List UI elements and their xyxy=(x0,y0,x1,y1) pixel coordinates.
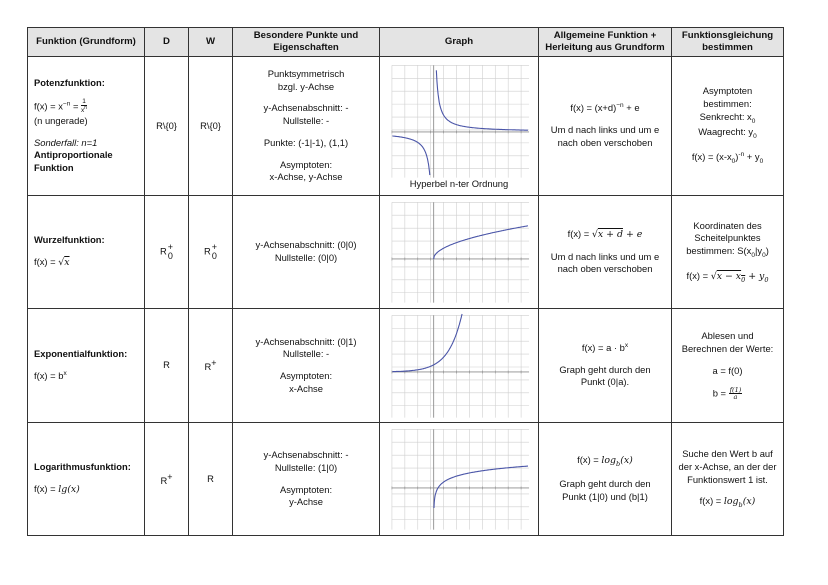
header-row xyxy=(28,28,784,57)
equation-a: a = f(0) xyxy=(712,364,743,376)
property-line: x-Achse xyxy=(289,382,323,394)
property-line: y-Achsenabschnitt: - xyxy=(263,102,349,114)
function-formula: $f(x) = x^{-n}$ = $\frac{1}{x^n}$ xyxy=(34,97,88,115)
grid-lines xyxy=(392,65,529,177)
property-line: Nullstelle: (1|0) xyxy=(274,461,338,473)
sqrt-graph xyxy=(380,197,538,307)
domain-cell: R+ xyxy=(145,423,189,536)
equation-senkrecht: Senkrecht: $x_0$ xyxy=(699,110,756,125)
graph-caption: Hyperbel n-ter Ordnung xyxy=(409,177,509,189)
general-text: Um d nach links und um e xyxy=(550,124,660,136)
function-curve xyxy=(434,466,528,508)
general-formula: $f(x) = (x+d)^{-n} + e$ xyxy=(570,102,640,114)
function-name-cell xyxy=(28,196,145,309)
graph-cell xyxy=(380,423,539,536)
equation-cell xyxy=(672,309,784,423)
property-line: Punktsymmetrisch xyxy=(267,68,345,80)
graph-cell xyxy=(380,309,539,423)
general-formula: f(x) = √x + d + e xyxy=(567,227,643,240)
property-line: Nullstelle: - xyxy=(282,348,330,360)
property-line: Asymptoten: xyxy=(279,158,333,170)
property-line: Asymptoten: xyxy=(279,483,333,495)
function-curve xyxy=(392,314,462,372)
header-allgemein: Allgemeine Funktion + Herleitung aus Grundform xyxy=(539,28,672,57)
general-text: Punkt (1|0) und (b|1) xyxy=(562,490,648,502)
header-d: D xyxy=(145,28,189,57)
table-row xyxy=(28,196,784,309)
domain-cell: R + 0 xyxy=(145,196,189,309)
header-gleichung: Funktionsgleichung bestimmen xyxy=(672,28,784,57)
property-line: bzgl. y-Achse xyxy=(277,80,335,92)
domain-cell: R xyxy=(145,309,189,423)
general-formula: $f(x) = \log_b(x)$ xyxy=(577,454,633,469)
equation-cell xyxy=(672,196,784,309)
equation-text: der x-Achse, an der der xyxy=(678,460,777,472)
function-name-cell xyxy=(28,309,145,423)
sonderfall-name: Antiproportionale Funktion xyxy=(34,149,113,174)
general-text: Graph geht durch den xyxy=(559,478,651,490)
domain-cell: R\{0} xyxy=(145,57,189,196)
equation-b: b = $\frac{f(1)}{a}$ xyxy=(712,385,742,402)
property-line: Nullstelle: - xyxy=(282,115,330,127)
equation-text: Koordinaten des xyxy=(693,219,762,231)
grid-lines xyxy=(392,202,529,302)
general-text: Punkt (0|a). xyxy=(580,376,630,388)
equation-text: bestimmen: xyxy=(703,97,752,109)
sonderfall-label: Sonderfall: n=1 xyxy=(34,136,98,148)
general-text: nach oben verschoben xyxy=(557,136,653,148)
function-name: Potenzfunktion: xyxy=(34,77,105,89)
function-note: (n ungerade) xyxy=(34,115,88,127)
property-line: y-Achsenabschnitt: (0|1) xyxy=(255,335,357,347)
range-cell: R\{0} xyxy=(189,57,233,196)
graph-cell xyxy=(380,57,539,196)
property-line: y-Achsenabschnitt: (0|0) xyxy=(255,239,357,251)
general-formula: $f(x) = a \cdot b^x$ xyxy=(581,341,629,354)
equation-cell xyxy=(672,57,784,196)
range-cell: R+ xyxy=(189,309,233,423)
equation-waagrecht: Waagrecht: $y_0$ xyxy=(698,126,757,141)
function-name: Logarithmusfunktion: xyxy=(34,461,131,473)
range-cell: R + 0 xyxy=(189,196,233,309)
table-row xyxy=(28,57,784,196)
property-line: Asymptoten: xyxy=(279,370,333,381)
properties-cell xyxy=(233,57,380,196)
table-row xyxy=(28,423,784,536)
header-w: W xyxy=(189,28,233,57)
graph-cell xyxy=(380,196,539,309)
general-text: nach oben verschoben xyxy=(557,263,653,275)
equation-formula: $f(x) = (x-x_0)^{-n} + y_0$ xyxy=(691,150,764,165)
general-function-cell xyxy=(539,309,672,423)
equation-scheitel: bestimmen: $S(x_0|y_0)$ xyxy=(686,245,769,259)
function-formula: $f(x) = b^x$ xyxy=(34,369,67,382)
equation-text: Asymptoten xyxy=(702,85,753,97)
property-line: Punkte: (-1|-1), (1,1) xyxy=(263,136,349,148)
property-line: x-Achse, y-Achse xyxy=(269,171,343,183)
property-line: y-Achse xyxy=(289,496,323,508)
header-funktion: Funktion (Grundform) xyxy=(28,28,145,57)
property-line: Nullstelle: (0|0) xyxy=(274,252,338,263)
function-name-cell xyxy=(28,423,145,536)
properties-cell xyxy=(233,423,380,536)
logarithm-graph xyxy=(380,424,538,534)
general-function-cell xyxy=(539,196,672,309)
function-name: Wurzelfunktion: xyxy=(34,234,105,246)
property-line: y-Achsenabschnitt: - xyxy=(263,449,349,461)
function-formula: f(x) = √x xyxy=(34,256,70,268)
range-cell: R xyxy=(189,423,233,536)
header-graph: Graph xyxy=(380,28,539,57)
equation-formula: $f(x) = \log_b(x)$ xyxy=(699,495,756,510)
equation-text: Suche den Wert b auf xyxy=(682,448,773,460)
equation-cell xyxy=(672,423,784,536)
function-name-cell xyxy=(28,57,145,196)
equation-text: Scheitelpunktes xyxy=(694,232,761,244)
function-name: Exponentialfunktion: xyxy=(34,348,128,360)
function-overview-table xyxy=(27,27,784,536)
properties-cell xyxy=(233,196,380,309)
general-text: Graph geht durch den xyxy=(559,363,651,375)
function-formula: f(x) = lg(x) xyxy=(34,483,80,495)
table-row xyxy=(28,309,784,423)
equation-text: Berechnen der Werte: xyxy=(681,343,774,355)
header-punkte: Besondere Punkte und Eigenschaften xyxy=(233,28,380,57)
grid-lines xyxy=(392,429,529,529)
equation-formula: $f(x) = √x - x_0 + y_0$ xyxy=(686,269,769,284)
equation-text: Ablesen und xyxy=(701,330,754,342)
grid-lines xyxy=(392,315,529,417)
equation-text: Funktionswert 1 ist. xyxy=(687,473,768,485)
general-function-cell xyxy=(539,57,672,196)
general-text: Um d nach links und um e xyxy=(550,250,660,262)
hyperbola-graph xyxy=(380,62,538,182)
exponential-graph xyxy=(380,310,538,422)
general-function-cell xyxy=(539,423,672,536)
properties-cell xyxy=(233,309,380,423)
